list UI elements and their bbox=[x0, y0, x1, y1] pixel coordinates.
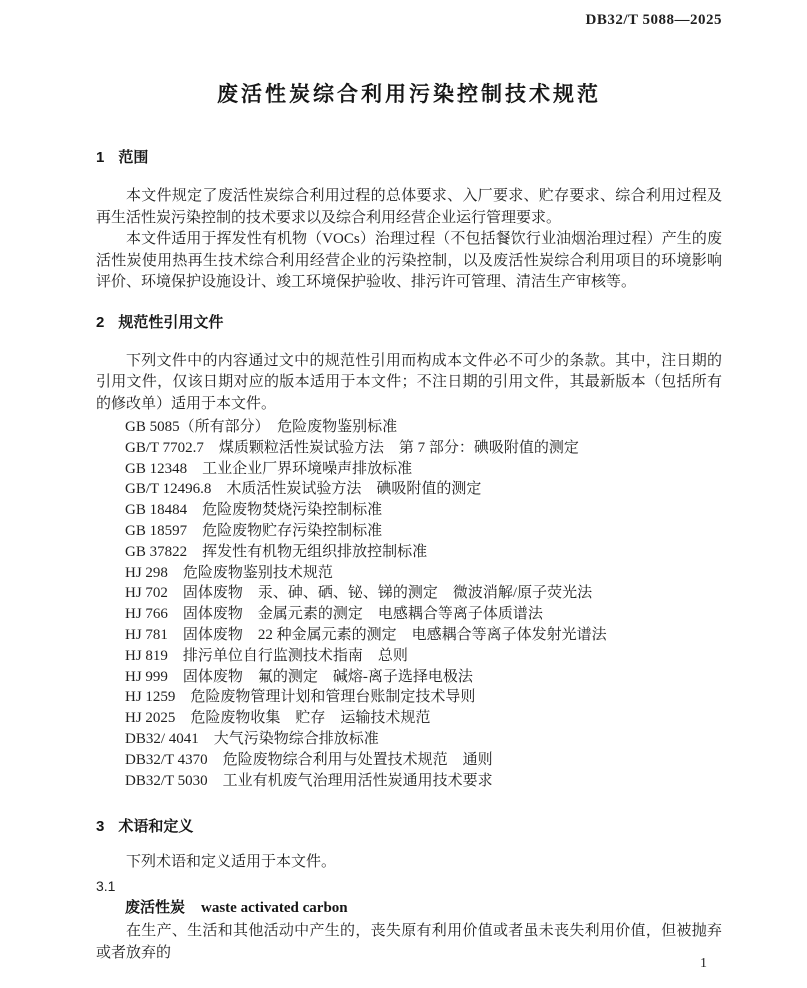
reference-item: GB/T 12496.8 木质活性炭试验方法 碘吸附值的测定 bbox=[125, 481, 482, 498]
reference-item: HJ 1259 危险废物管理计划和管理台账制定技术导则 bbox=[125, 689, 476, 706]
paragraph-scope-1: 本文件规定了废活性炭综合利用过程的总体要求、入厂要求、贮存要求、综合利用过程及再生活性炭污染控制的技术要求以及综合利用经营企业运行管理要求。 bbox=[96, 188, 722, 226]
term-definition: 在生产、生活和其他活动中产生的，丧失原有利用价值或者虽未丧失利用价值，但被抛弃或者放弃的 bbox=[96, 923, 722, 961]
section-number: 3 bbox=[96, 818, 105, 836]
reference-item: GB 12348 工业企业厂界环境噪声排放标准 bbox=[125, 460, 413, 477]
section-heading-label: 范围 bbox=[118, 149, 149, 166]
reference-item: HJ 702 固体废物 汞、砷、硒、铋、锑的测定 微波消解/原子荧光法 bbox=[125, 585, 593, 602]
paragraph-normative-references-intro: 下列文件中的内容通过文中的规范性引用而构成本文件必不可少的条款。其中，注日期的引用文件，仅该日期对应的版本适用于本文件；不注日期的引用文件，其最新版本（包括所有的修改单）适用于本文件。 bbox=[96, 352, 722, 412]
paragraph-terms-intro: 下列术语和定义适用于本文件。 bbox=[126, 854, 337, 871]
doc-number: DB32/T 5088—2025 bbox=[585, 12, 722, 28]
term-name-zh: 废活性炭 bbox=[125, 898, 186, 916]
reference-item: GB 37822 挥发性有机物无组织排放控制标准 bbox=[125, 543, 428, 560]
reference-item: HJ 2025 危险废物收集 贮存 运输技术规范 bbox=[125, 710, 431, 727]
reference-item: HJ 819 排污单位自行监测技术指南 总则 bbox=[125, 647, 408, 664]
page-number: 1 bbox=[700, 956, 707, 971]
reference-list bbox=[96, 417, 722, 791]
reference-item: DB32/T 4370 危险废物综合利用与处置技术规范 通则 bbox=[125, 751, 493, 768]
reference-item: GB/T 7702.7 煤质颗粒活性炭试验方法 第 7 部分：碘吸附值的测定 bbox=[125, 439, 579, 456]
reference-item: DB32/ 4041 大气污染物综合排放标准 bbox=[125, 730, 379, 747]
reference-item: HJ 298 危险废物鉴别技术规范 bbox=[125, 564, 333, 581]
reference-item: HJ 999 固体废物 氟的测定 碱熔-离子选择电极法 bbox=[125, 668, 473, 685]
term-id: 3.1 bbox=[96, 877, 116, 894]
term-name-en: waste activated carbon bbox=[201, 899, 348, 916]
document-title: 废活性炭综合利用污染控制技术规范 bbox=[217, 83, 601, 106]
reference-item: GB 18597 危险废物贮存污染控制标准 bbox=[125, 522, 383, 539]
term-entry bbox=[96, 897, 722, 920]
reference-item: DB32/T 5030 工业有机废气治理用活性炭通用技术要求 bbox=[125, 772, 493, 789]
section-heading-label: 术语和定义 bbox=[118, 818, 194, 836]
reference-item: HJ 766 固体废物 金属元素的测定 电感耦合等离子体质谱法 bbox=[125, 606, 543, 623]
section-heading-terms-definitions bbox=[96, 819, 722, 835]
reference-item: GB 5085（所有部分） 危险废物鉴别标准 bbox=[125, 419, 398, 435]
reference-item: GB 18484 危险废物焚烧污染控制标准 bbox=[125, 502, 383, 519]
section-heading-label: 规范性引用文件 bbox=[118, 313, 224, 331]
section-heading-scope bbox=[96, 150, 722, 166]
page-content bbox=[96, 0, 722, 964]
paragraph-scope-2: 本文件适用于挥发性有机物（VOCs）治理过程（不包括餐饮行业油烟治理过程）产生的废活性炭使用热再生技术综合利用经营企业的污染控制，以及废活性炭综合利用项目的环境影响评价、环境保护设施设计、竣工环境保护验收、排污许可管理、清洁生产审核等。 bbox=[96, 231, 722, 290]
section-heading-normative-references bbox=[96, 315, 722, 331]
section-number: 2 bbox=[96, 313, 105, 331]
reference-item: HJ 781 固体废物 22 种金属元素的测定 电感耦合等离子体发射光谱法 bbox=[125, 626, 607, 643]
section-number: 1 bbox=[96, 149, 105, 166]
